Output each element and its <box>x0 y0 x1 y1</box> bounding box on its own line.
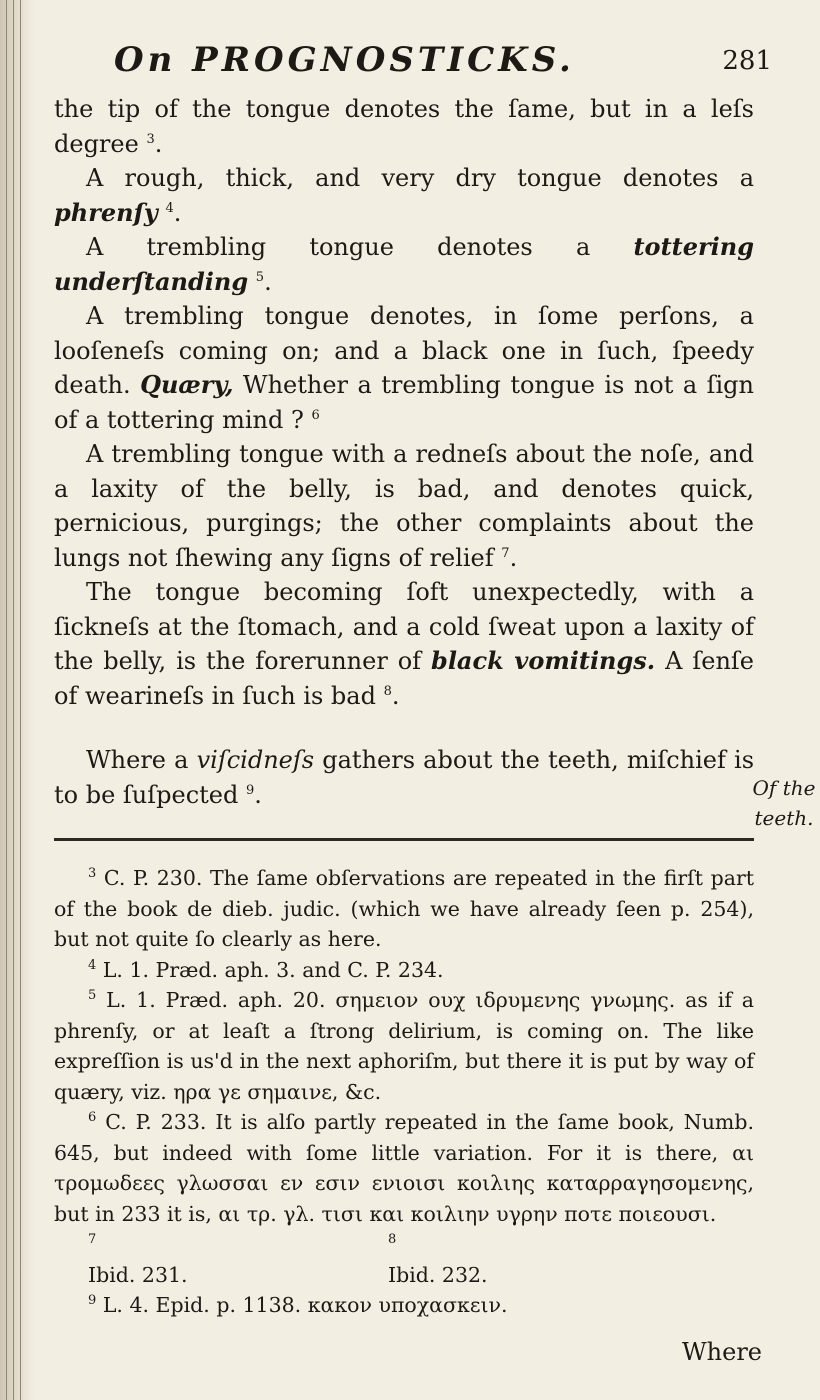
page-number: 281 <box>722 46 772 76</box>
body-text <box>54 92 816 830</box>
page-header <box>54 40 772 92</box>
paragraph-4: A trembling tongue denotes, in ſome perſons, a looſeneſs coming on; and a black one in ſuch, ſpeedy death. Quæry, Whether a trembling tongue is not a ſign of a tottering mind ? $^6$ <box>54 302 754 434</box>
footnote-4: $^4$ L. 1. Præd. aph. 3. and C. P. 234. <box>88 957 444 982</box>
footnote-9: $^9$ L. 4. Epid. p. 1138. κακον υποχασκειν. <box>88 1293 508 1317</box>
footnote-8: $^8$ Ibid. 232. <box>388 1232 488 1287</box>
paragraph-3: A trembling tongue denotes a tottering underſtanding $^5$. <box>54 232 754 296</box>
footnote-7: $^7$ Ibid. 231. <box>88 1232 188 1287</box>
margin-note: Of the teeth. <box>752 776 816 830</box>
footnote-divider <box>54 838 754 841</box>
teeth-section <box>54 743 816 830</box>
footnotes <box>54 863 754 1321</box>
paragraph-5: A trembling tongue with a redneſs about the noſe, and a laxity of the belly, is bad, and denotes quick, pernicious, purgings; the other complaints about the lungs not ſhewing any ſigns of relief $^7$. <box>54 440 754 572</box>
binding-edge <box>0 0 34 1400</box>
paragraph-1: the tip of the tongue denotes the ſame, but in a leſs degree $^3$. <box>54 95 754 158</box>
footnote-5: $^5$ L. 1. Præd. aph. 20. σημειον ουχ ιδρυμενης γνωμης. as if a phrenſy, or at leaſt a ſtrong delirium, is coming on. The like expreſſion is us'd in the next aphoriſm, but there it is put by way of quæry, viz. ηρα γε σημαινε, &c. <box>54 988 754 1104</box>
footnote-7-8 <box>54 1229 754 1290</box>
paragraph-7: Where a viſcidneſs gathers about the teeth, miſchief is to be ſuſpected $^9$. <box>54 746 755 809</box>
catchword: Where <box>681 1338 762 1366</box>
footnote-3: $^3$ C. P. 230. The ſame obſervations are repeated in the firſt part of the book de dieb. judic. (which we have already ſeen p. 254), but not quite ſo clearly as here. <box>54 866 754 951</box>
paragraph-2: A rough, thick, and very dry tongue denotes a phrenſy $^4$. <box>54 164 754 227</box>
running-title: On PROGNOSTICKS. <box>114 40 575 80</box>
footnote-6: $^6$ C. P. 233. It is alſo partly repeated in the ſame book, Numb. 645, but indeed with ſome little variation. For it is there, αι τρομωδεες γλωσσαι εν εσιν ενιοισι κοιλιης καταρραγησομενης, but in 233 it is, αι τρ. γλ. τισι και κοιλιην υγρην ποτε ποιεουσι. <box>54 1110 754 1226</box>
paragraph-6: The tongue becoming ſoft unexpectedly, with a ſickneſs at the ſtomach, and a cold ſweat upon a laxity of the belly, is the forerunner of black vomitings. A ſenſe of wearineſs in ſuch is bad $^8$. <box>54 578 755 710</box>
book-page <box>54 40 816 1366</box>
